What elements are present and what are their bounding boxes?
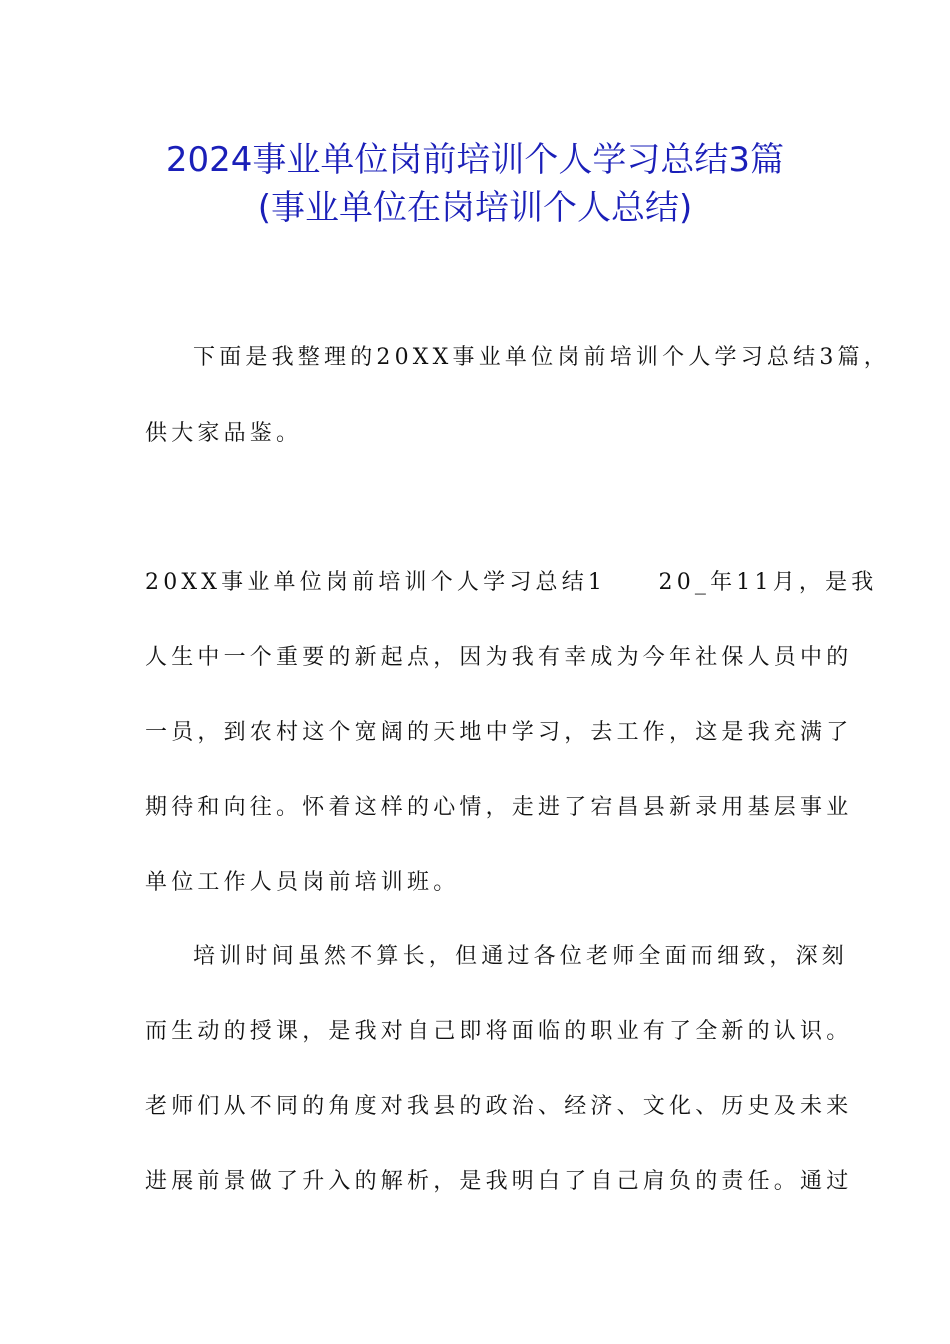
paragraph-line: 人生中一个重要的新起点，因为我有幸成为今年社保人员中的	[145, 645, 853, 670]
document-title: 2024事业单位岗前培训个人学习总结3篇	[165, 140, 785, 180]
paragraph-line: 而生动的授课，是我对自己即将面临的职业有了全新的认识。	[145, 1019, 853, 1044]
paragraph-line: 20XX事业单位岗前培训个人学习总结1 20_年11月，是我	[145, 570, 878, 595]
paragraph-line: 培训时间虽然不算长，但通过各位老师全面而细致，深刻	[193, 944, 849, 969]
paragraph-line: 期待和向往。怀着这样的心情，走进了宕昌县新录用基层事业	[145, 795, 853, 820]
document-subtitle: (事业单位在岗培训个人总结)	[257, 188, 693, 228]
intro-line: 下面是我整理的20XX事业单位岗前培训个人学习总结3篇，	[193, 345, 890, 370]
paragraph-line: 单位工作人员岗前培训班。	[145, 870, 460, 895]
paragraph-line: 老师们从不同的角度对我县的政治、经济、文化、历史及未来	[145, 1094, 853, 1119]
intro-line: 供大家品鉴。	[145, 421, 303, 446]
paragraph-line: 一员，到农村这个宽阔的天地中学习，去工作，这是我充满了	[145, 720, 853, 745]
paragraph-line: 进展前景做了升入的解析，是我明白了自己肩负的责任。通过	[145, 1169, 853, 1194]
